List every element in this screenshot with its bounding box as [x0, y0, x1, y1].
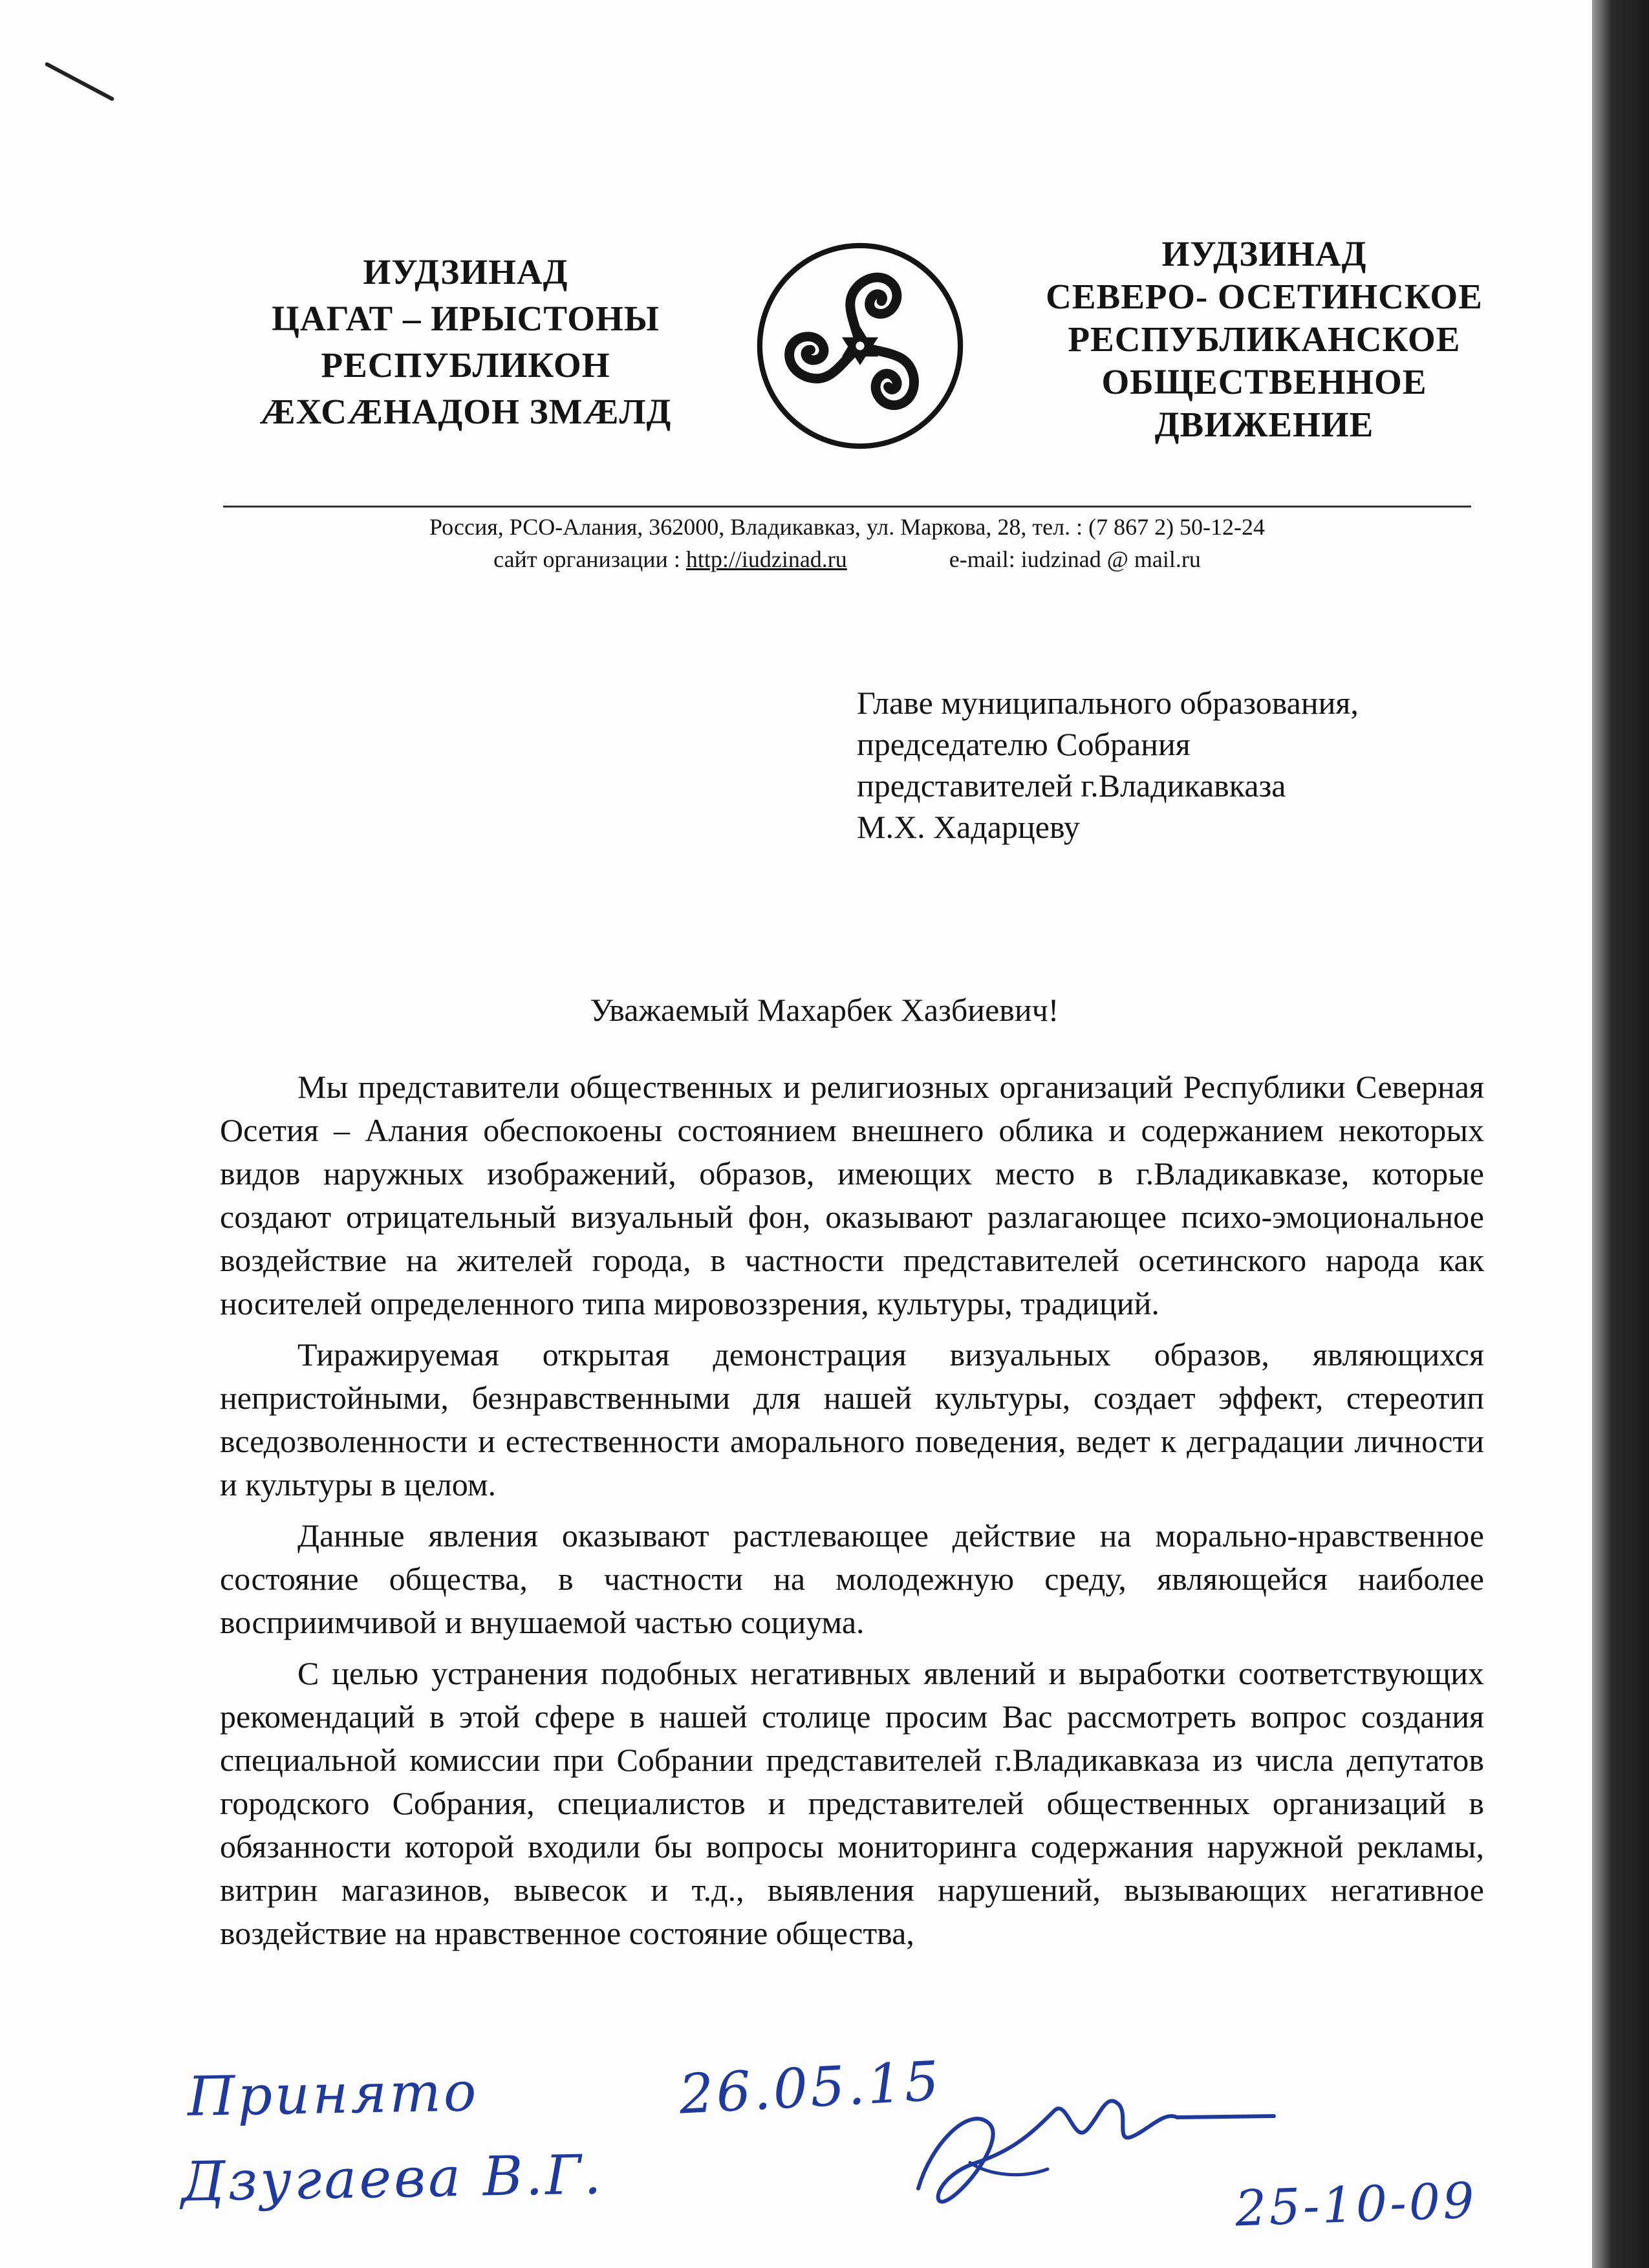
org-right-line: СЕВЕРО- ОСЕТИНСКОЕ [1046, 277, 1483, 316]
web-contacts [223, 543, 1471, 575]
site-link[interactable]: http://iudzinad.ru [685, 546, 847, 572]
handwritten-accepted-note: Принято [187, 2060, 480, 2128]
addressee-line: представителей г.Владикавказа [857, 767, 1286, 804]
org-name-ossetian [194, 249, 737, 435]
site-label: сайт организации : [493, 546, 680, 572]
postal-address: Россия, РСО-Алания, 362000, Владикавказ, ул. Маркова, 28, тел. : (7 867 2) 50-12-24 [429, 514, 1266, 540]
body-paragraph: Мы представители общественных и религиозных организаций Республики Северная Осетия – Алания обеспокоены состоянием внешнего облика и содержанием некоторых видов наружных изображений, образов, имеющих место в г.Владикавказе, которые создают отрицательный визуальный фон, оказывают разлагающее психо-эмоциональное воздействие на жителей города, в частности представителей осетинского народа как носителей определенного типа мировоззрения, культуры, традиций. [220, 1069, 1484, 1321]
contact-block [223, 511, 1471, 575]
handwritten-signing-date: 25-10-09 [1234, 2171, 1478, 2238]
org-left-line: ÆХСÆНАДОН ЗМÆЛД [259, 392, 672, 431]
scan-border [1592, 0, 1649, 2268]
org-right-line: ИУДЗИНАД [1161, 234, 1367, 273]
body-paragraph: С целью устранения подобных негативных явлений и выработки соответствующих рекомендаций в этой сфере в нашей столице просим Вас рассмотреть вопрос создания специальной комиссии при Собрании представителей г.Владикавказа из числа депутатов городского Собрания, специалистов и представителей общественных организаций в обязанности которой входили бы вопросы мониторинга содержания наружной рекламы, витрин магазинов, вывесок и т.д., выявления нарушений, вызывающих негативное воздействие на нравственное состояние общества, [220, 1655, 1484, 1951]
addressee-line: Главе муниципального образования, [857, 685, 1359, 721]
body-paragraph: Тиражируемая открытая демонстрация визуальных образов, являющихся непристойными, безнравственными для нашей культуры, создает эффект, стереотип вседозволенности и естественности аморального поведения, ведет к деградации личности и культуры в целом. [220, 1336, 1484, 1503]
org-left-line: ЦАГАТ – ИРЫСТОНЫ [272, 299, 660, 338]
letter-body [220, 1065, 1484, 1963]
header-divider [223, 506, 1471, 508]
email-address: e-mail: iudzinad @ mail.ru [949, 546, 1201, 572]
org-name-russian [993, 233, 1536, 446]
salutation: Уважаемый Махарбек Хазбиевич! [590, 992, 1059, 1028]
pen-mark [45, 61, 115, 102]
signature [892, 2066, 1280, 2221]
handwritten-recipient-name: Дзугаева В.Г. [180, 2143, 605, 2214]
org-right-line: РЕСПУБЛИКАНСКОЕ [1068, 319, 1461, 359]
addressee-line: председателю Собрания [857, 726, 1191, 762]
handwritten-received-date: 26.05.15 [677, 2049, 943, 2126]
addressee-line: М.Х. Хадарцеву [857, 809, 1080, 845]
body-paragraph: Данные явления оказывают растлевающее действие на морально-нравственное состояние общества, в частности на молодежную среду, являющейся наиболее восприимчивой и внушаемой частью социума. [220, 1517, 1484, 1640]
triskelion-emblem-icon [753, 239, 967, 453]
addressee-block [857, 682, 1359, 848]
org-right-line: ОБЩЕСТВЕННОЕ [1101, 362, 1427, 401]
handwritten-annotations [168, 2049, 1591, 2256]
org-left-line: ИУДЗИНАД [363, 252, 568, 292]
org-right-line: ДВИЖЕНИЕ [1154, 405, 1374, 444]
org-left-line: РЕСПУБЛИКОН [321, 345, 610, 385]
